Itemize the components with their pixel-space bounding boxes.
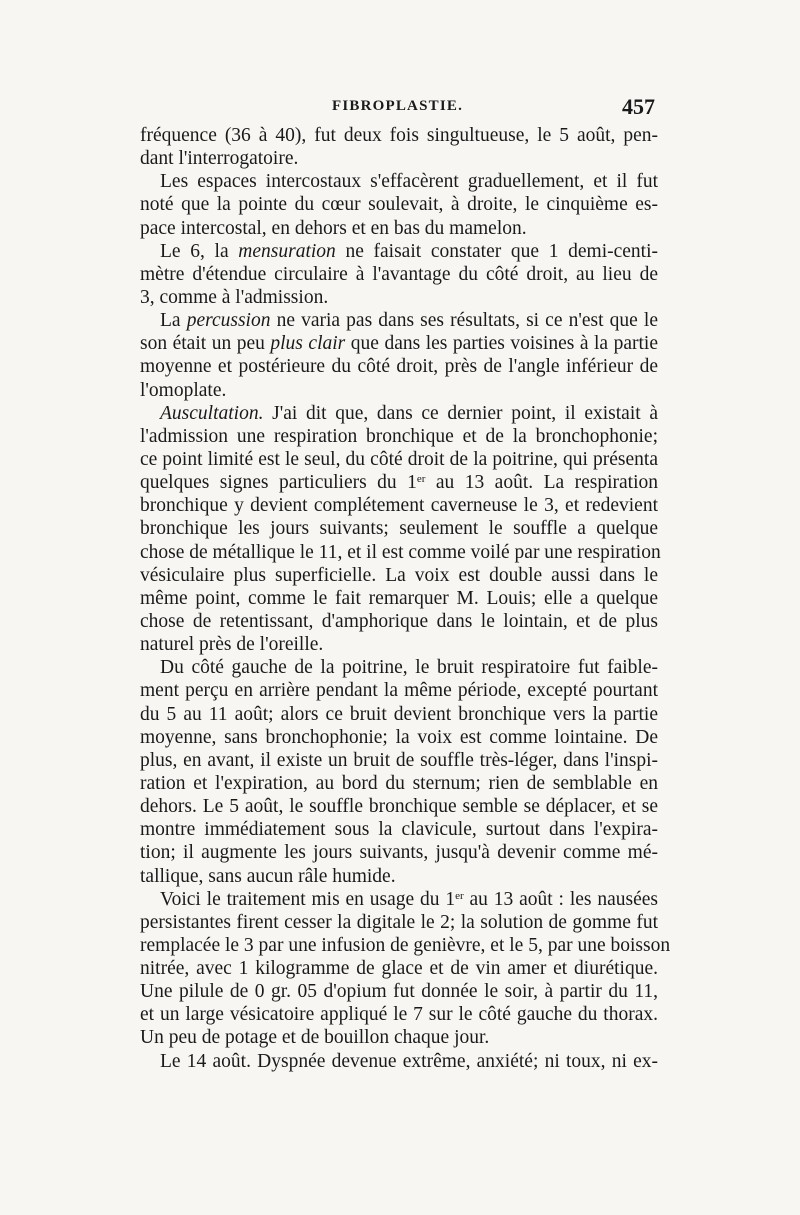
text-run: J'ai dit que, dans ce dernier point, il existait à	[263, 402, 658, 424]
text-line: persistantes firent cesser la digitale le 2; la solution de gomme fut	[140, 911, 658, 933]
text-line	[140, 240, 658, 263]
italic-term: Auscultation.	[160, 402, 264, 424]
text-run: ne varia pas dans ses résultats, si ce n'est que le	[270, 310, 658, 332]
text-line: fréquence (36 à 40), fut deux fois singultueuse, le 5 août, pen-	[140, 125, 658, 146]
text-run: au 13 août. La respiration	[425, 472, 658, 494]
text-line: tion; il augmente les jours suivants, jusqu'à devenir comme mé-	[140, 842, 658, 864]
text-line: noté que la pointe du cœur soulevait, à droite, le cinquième es-	[140, 194, 658, 216]
text-line: Le 14 août. Dyspnée devenue extrême, anxiété; ni toux, ni ex-	[160, 1050, 658, 1072]
text-line: vésiculaire plus superficielle. La voix est double aussi dans le	[140, 564, 658, 586]
text-line: du 5 au 11 août; alors ce bruit devient bronchique vers la partie	[140, 703, 658, 725]
text-run: au 13 août : les nausées	[463, 888, 658, 910]
text-line: ration et l'expiration, au bord du sternum; rien de semblable en	[140, 772, 658, 794]
text-line	[140, 471, 658, 494]
text-line: remplacée le 3 par une infusion de genièvre, et le 5, par une boisson	[140, 934, 671, 956]
text-line: naturel près de l'oreille.	[140, 634, 324, 656]
text-run: Le 6, la	[160, 240, 239, 262]
text-line: l'omoplate.	[140, 379, 227, 401]
text-line: pace intercostal, en dehors et en bas du mamelon.	[140, 217, 527, 239]
running-title: FIBROPLASTIE.	[331, 98, 464, 114]
text-line: Les espaces intercostaux s'effacèrent graduellement, et il fut	[160, 171, 658, 193]
text-line: même point, comme le fait remarquer M. Louis; elle a quelque	[140, 587, 658, 609]
text-line: moyenne, sans bronchophonie; la voix est comme lointaine. De	[140, 726, 658, 748]
text-line: plus, en avant, il existe un bruit de souffle très-léger, dans l'inspi-	[140, 749, 658, 771]
italic-term: percussion	[186, 310, 271, 332]
superscript: er	[416, 473, 426, 486]
text-line: ment perçu en arrière pendant la même période, excepté pourtant	[140, 680, 658, 702]
text-line: bronchique les jours suivants; seulement le souffle a quelque	[140, 518, 658, 540]
text-line: Un peu de potage et de bouillon chaque jour.	[140, 1027, 490, 1049]
page-header	[140, 94, 655, 120]
text-run: ne faisait constater que 1 demi-centi-	[335, 240, 659, 262]
text-line	[140, 332, 658, 355]
italic-term: mensuration	[238, 240, 336, 262]
text-line: l'admission une respiration bronchique et de la bronchophonie;	[140, 425, 658, 447]
text-line: dehors. Le 5 août, le souffle bronchique semble se déplacer, et se	[140, 796, 658, 818]
text-line: mètre d'étendue circulaire à l'avantage du côté droit, au lieu de	[140, 263, 658, 285]
body-text	[140, 124, 671, 1073]
text-line: moyenne et postérieure du côté droit, près de l'angle inférieur de	[140, 356, 658, 378]
text-line: tallique, sans aucun râle humide.	[140, 865, 396, 887]
text-line: montre immédiatement sous la clavicule, surtout dans l'expira-	[140, 819, 658, 841]
superscript: er	[455, 889, 464, 902]
text-line: Du côté gauche de la poitrine, le bruit respiratoire fut faible-	[160, 657, 658, 679]
text-line: Une pilule de 0 gr. 05 d'opium fut donnée le soir, à partir du 11,	[140, 981, 658, 1003]
text-run: que dans les parties voisines à la partie	[345, 333, 658, 355]
text-line: ce point limité est le seul, du côté droit de la poitrine, qui présenta	[140, 448, 658, 470]
text-run: quelques signes particuliers du 1	[140, 472, 417, 494]
text-run: Voici le traitement mis en usage du 1	[160, 888, 456, 910]
text-line: nitrée, avec 1 kilogramme de glace et de vin amer et diurétique.	[140, 958, 658, 980]
text-line	[140, 309, 658, 332]
italic-term: plus clair	[270, 333, 346, 355]
page-number: 457	[622, 94, 655, 119]
text-line: chose de retentissant, d'amphorique dans le lointain, et de plus	[140, 610, 658, 632]
text-line: dant l'interrogatoire.	[140, 148, 299, 170]
text-line	[140, 402, 658, 425]
text-line	[140, 888, 658, 911]
text-run: son était un peu	[140, 333, 271, 355]
text-line: bronchique y devient complétement caverneuse le 3, et redevient	[140, 495, 658, 517]
text-line: chose de métallique le 11, et il est comme voilé par une respiration	[140, 541, 661, 563]
text-run: La	[160, 310, 187, 332]
text-line: et un large vésicatoire appliqué le 7 sur le côté gauche du thorax.	[140, 1004, 658, 1026]
text-line: 3, comme à l'admission.	[140, 286, 329, 308]
